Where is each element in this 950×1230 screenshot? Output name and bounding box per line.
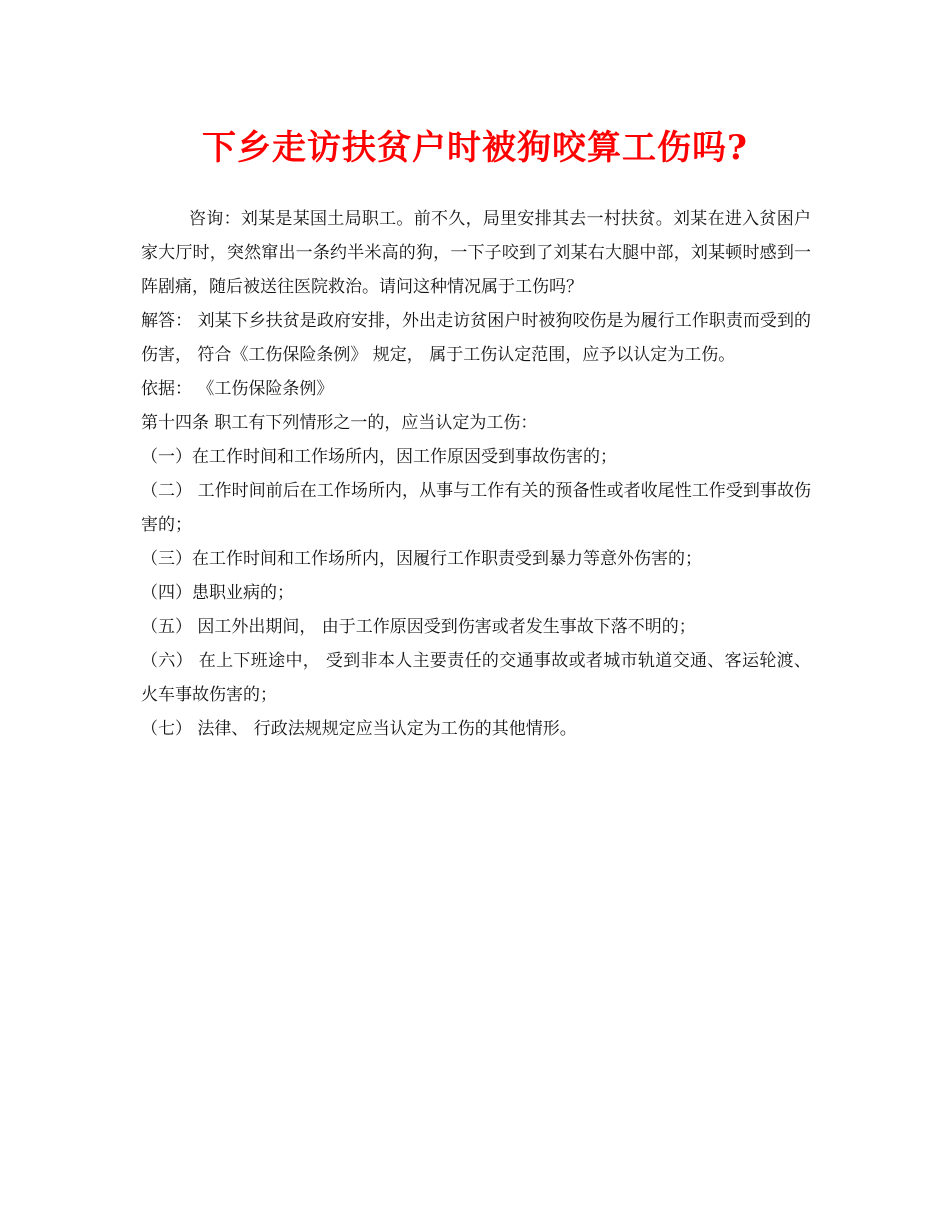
article-heading: 第十四条 职工有下列情形之一的，应当认定为工伤：	[141, 413, 538, 433]
clause-7: （七） 法律、 行政法规规定应当认定为工伤的其他情形。	[141, 719, 577, 739]
basis-line: 依据： 《工伤保险条例》	[141, 379, 334, 399]
clause-5: （五） 因工外出期间， 由于工作原因受到伤害或者发生事故下落不明的；	[141, 617, 696, 637]
clause-2: （二） 工作时间前后在工作场所内，从事与工作有关的预备性或者收尾性工作受到事故伤害的；	[141, 481, 811, 535]
document-title: 下乡走访扶贫户时被狗咬算工伤吗?	[202, 128, 748, 168]
answer-paragraph: 解答： 刘某下乡扶贫是政府安排，外出走访贫困户时被狗咬伤是为履行工作职责而受到的伤害， 符合《工伤保险条例》 规定， 属于工伤认定范围，应予以认定为工伤。	[141, 311, 811, 365]
document-body	[141, 202, 811, 746]
clause-1: （一）在工作时间和工作场所内，因工作原因受到事故伤害的；	[141, 447, 617, 467]
clause-4: （四）患职业病的；	[141, 583, 294, 603]
consultation-paragraph: 咨询：刘某是某国土局职工。前不久，局里安排其去一村扶贫。刘某在进入贫困户家大厅时，突然窜出一条约半米高的狗，一下子咬到了刘某右大腿中部，刘某顿时感到一阵剧痛，随后被送往医院救治。请问这种情况属于工伤吗？	[141, 209, 811, 297]
clause-6: （六） 在上下班途中， 受到非本人主要责任的交通事故或者城市轨道交通、客运轮渡、火车事故伤害的；	[141, 651, 811, 705]
clause-3: （三）在工作时间和工作场所内，因履行工作职责受到暴力等意外伤害的；	[141, 549, 702, 569]
